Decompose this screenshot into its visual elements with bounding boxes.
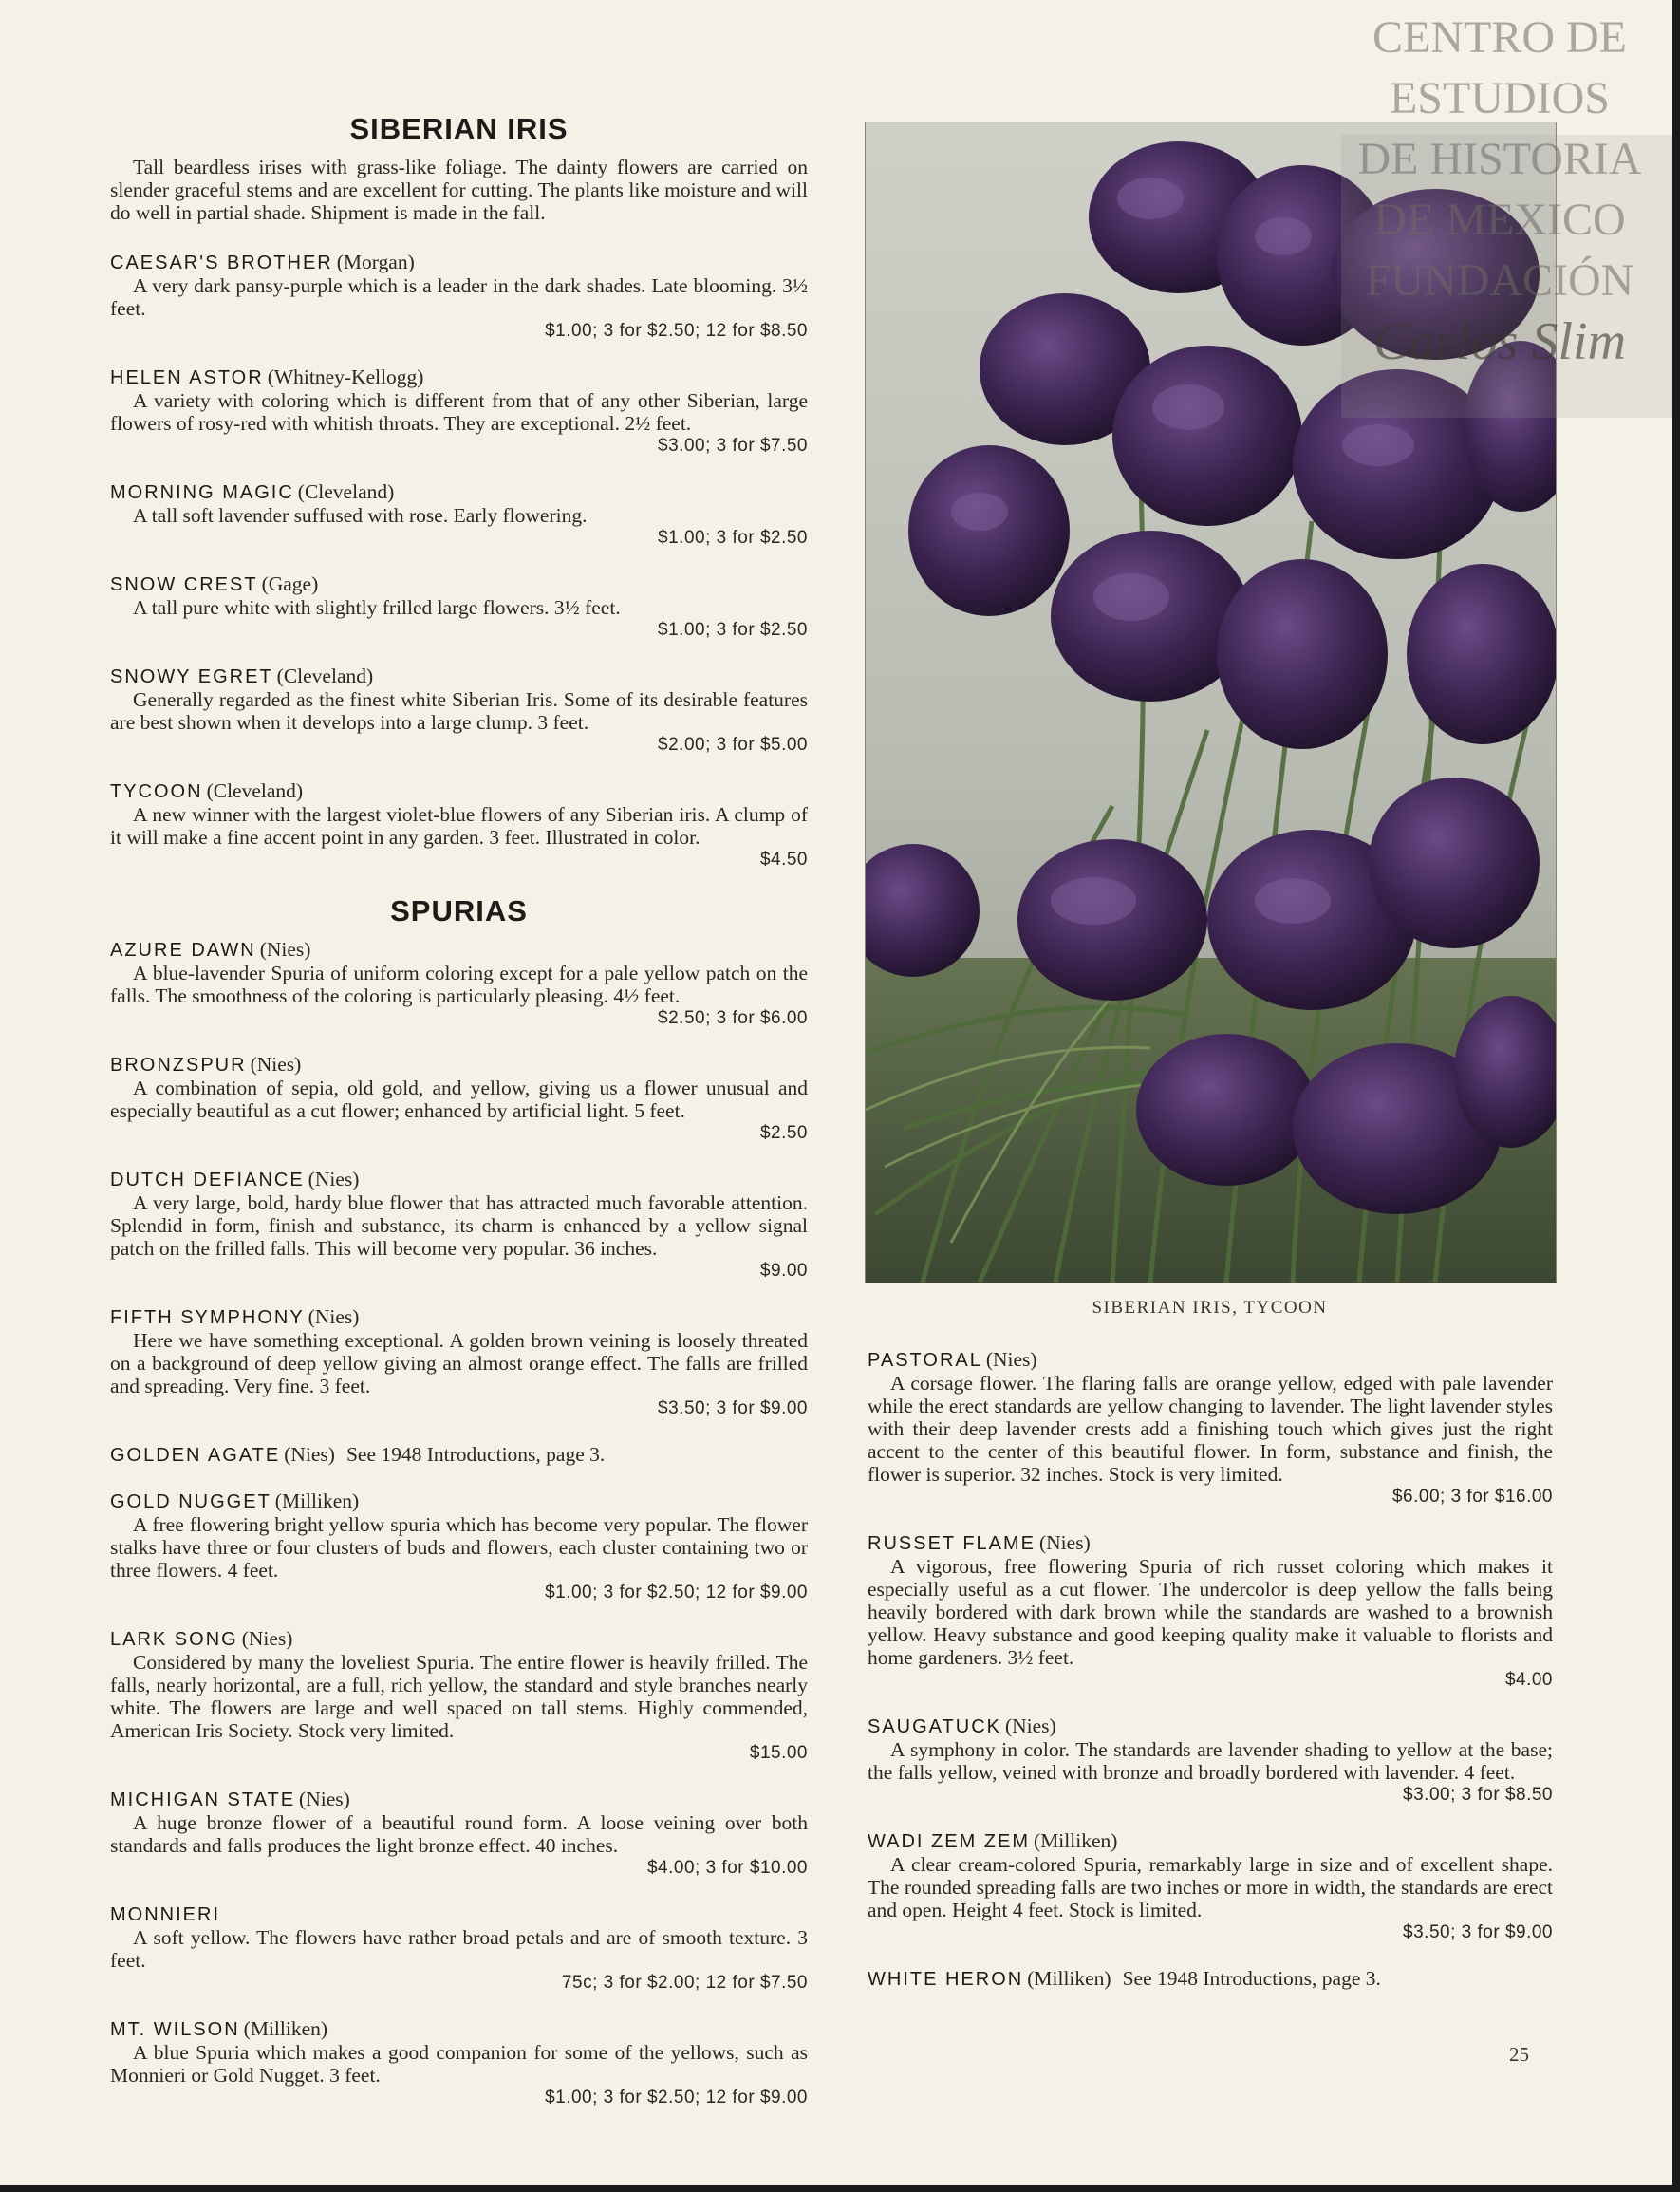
- iris-entry: [868, 1829, 1553, 1944]
- variety-description: A clear cream-colored Spuria, remarkably large in size and of excellent shape. The rounded spreading falls are two inches or more in width, the standards are erect and open. Height 4 feet. Stock is limited.: [868, 1853, 1553, 1921]
- variety-name: MORNING MAGIC: [110, 482, 294, 503]
- variety-name: FIFTH SYMPHONY: [110, 1307, 305, 1328]
- breeder-name: (Milliken): [243, 2017, 328, 2040]
- entry-heading: [110, 1168, 808, 1191]
- variety-description: A variety with coloring which is different from that of any other Siberian, large flowers of rosy-red with whitish throats. They are exceptional. 2½ feet.: [110, 389, 808, 435]
- iris-entry: [110, 2017, 808, 2109]
- entry-heading: [110, 779, 808, 803]
- variety-description: Considered by many the loveliest Spuria. The entire flower is heavily frilled. The falls, nearly horizontal, are a full, rich yellow, the standard and style branches nearly white. The flowers are large and well spaced on tall stems. Highly commended, American Iris Society. Stock very limited.: [110, 1651, 808, 1742]
- variety-description: A vigorous, free flowering Spuria of rich russet coloring which makes it especially useful as a cut flower. The undercolor is deep yellow the falls being heavily bordered with dark brown while the standards are washed to a brownish yellow. Heavy substance and good keeping quality make it valuable to florists and home gardeners. 3½ feet.: [868, 1555, 1553, 1669]
- iris-entry: [110, 1902, 808, 1995]
- iris-entry: [110, 480, 808, 550]
- variety-price: $1.00; 3 for $2.50; 12 for $9.00: [545, 1583, 808, 1602]
- spuria-list-left: [110, 938, 808, 2109]
- variety-price: $4.50: [759, 850, 808, 870]
- iris-entry: [110, 1489, 808, 1604]
- entry-heading: [868, 1967, 1553, 1991]
- variety-name: SAUGATUCK: [868, 1716, 1001, 1737]
- breeder-name: (Nies): [308, 1305, 360, 1328]
- iris-entry: [110, 572, 808, 642]
- cross-reference-note: See 1948 Introductions, page 3.: [1122, 1967, 1381, 1990]
- variety-description: A soft yellow. The flowers have rather broad petals and are of smooth texture. 3 feet.: [110, 1926, 808, 1972]
- entry-heading: [110, 1443, 808, 1467]
- variety-name: GOLD NUGGET: [110, 1491, 271, 1512]
- siberian-iris-heading: SIBERIAN IRIS: [349, 112, 569, 145]
- breeder-name: (Gage): [261, 572, 319, 595]
- entry-heading: [868, 1348, 1553, 1372]
- variety-price: $1.00; 3 for $2.50: [658, 620, 808, 640]
- iris-entry: [110, 251, 808, 343]
- variety-description: A tall soft lavender suffused with rose. Early flowering.: [133, 504, 588, 527]
- entry-heading: [110, 1902, 808, 1926]
- variety-description: A very dark pansy-purple which is a leader in the dark shades. Late blooming. 3½ feet.: [110, 274, 808, 320]
- variety-price: $4.00; 3 for $10.00: [646, 1858, 808, 1878]
- breeder-name: (Milliken): [1034, 1829, 1118, 1852]
- breeder-name: (Nies): [299, 1788, 350, 1810]
- variety-name: MONNIERI: [110, 1904, 220, 1925]
- variety-price: $2.00; 3 for $5.00: [658, 735, 808, 755]
- breeder-name: (Nies): [284, 1443, 335, 1466]
- entry-heading: [110, 938, 808, 962]
- page-number: 25: [1509, 2043, 1529, 2066]
- iris-entry: [110, 779, 808, 871]
- variety-description: A huge bronze flower of a beautiful round form. A loose veining over both standards and falls produces the light bronze effect. 40 inches.: [110, 1811, 808, 1857]
- variety-name: AZURE DAWN: [110, 940, 256, 961]
- variety-name: TYCOON: [110, 781, 203, 802]
- iris-entry: [868, 1531, 1553, 1692]
- watermark-signature: Carlos Slim: [1372, 312, 1627, 371]
- entry-heading: [110, 1053, 808, 1077]
- breeder-name: (Cleveland): [276, 665, 374, 687]
- iris-entry: [110, 938, 808, 1030]
- iris-entry: [110, 665, 808, 757]
- breeder-name: (Milliken): [274, 1489, 360, 1512]
- iris-entry: [110, 1627, 808, 1765]
- entry-heading: [110, 365, 808, 389]
- variety-name: MICHIGAN STATE: [110, 1789, 296, 1810]
- variety-description: A new winner with the largest violet-blue flowers of any Siberian iris. A clump of it will make a fine accent point in any garden. 3 feet. Illustrated in color.: [110, 803, 808, 849]
- variety-price: $3.00; 3 for $7.50: [658, 436, 808, 456]
- variety-description: A free flowering bright yellow spuria which has become very popular. The flower stalks have three or four clusters of buds and flowers, each cluster containing two or three flowers. 4 feet.: [110, 1513, 808, 1582]
- variety-name: DUTCH DEFIANCE: [110, 1170, 305, 1190]
- variety-name: LARK SONG: [110, 1629, 238, 1650]
- photo-caption: SIBERIAN IRIS, TYCOON: [1092, 1298, 1328, 1318]
- iris-entry: [868, 1714, 1553, 1807]
- iris-entry: [110, 1443, 808, 1467]
- variety-price: $1.00; 3 for $2.50; 12 for $8.50: [545, 321, 808, 341]
- entry-heading: [110, 1627, 808, 1651]
- iris-entry: [110, 1168, 808, 1283]
- variety-name: CAESAR'S BROTHER: [110, 253, 333, 273]
- variety-price: $6.00; 3 for $16.00: [1391, 1487, 1553, 1507]
- entry-heading: [110, 665, 808, 688]
- variety-name: MT. WILSON: [110, 2019, 240, 2040]
- iris-entry: [110, 1053, 808, 1145]
- variety-price: $3.50; 3 for $9.00: [658, 1398, 808, 1418]
- variety-description: A very large, bold, hardy blue flower that has attracted much favorable attention. Splendid in form, finish and substance, its charm is enhanced by a yellow signal patch on the frilled falls. This will become very popular. 36 inches.: [110, 1191, 808, 1260]
- breeder-name: (Whitney-Kellogg): [267, 365, 424, 388]
- variety-price: $4.00: [1504, 1670, 1553, 1690]
- variety-description: A blue Spuria which makes a good companion for some of the yellows, such as Monnieri or Gold Nugget. 3 feet.: [110, 2041, 808, 2087]
- variety-name: PASTORAL: [868, 1350, 982, 1371]
- breeder-name: (Nies): [1039, 1531, 1091, 1554]
- breeder-name: (Milliken): [1027, 1967, 1111, 1990]
- variety-description: A corsage flower. The flaring falls are orange yellow, edged with pale lavender while the erect standards are yellow changing to lavender. The light lavender styles with their deep lavender crests add a finishing touch which gives just the right accent to the center of this beautiful flower. In form, substance and finish, the flower is superior. 32 inches. Stock is very limited.: [868, 1372, 1553, 1486]
- watermark-line: CENTRO DE: [1372, 12, 1627, 63]
- variety-price: 75c; 3 for $2.00; 12 for $7.50: [561, 1973, 808, 1993]
- variety-name: BRONZSPUR: [110, 1055, 247, 1076]
- iris-entry: [110, 365, 808, 458]
- variety-price: $9.00: [759, 1261, 808, 1281]
- variety-name: RUSSET FLAME: [868, 1533, 1036, 1554]
- entry-heading: [110, 1788, 808, 1811]
- variety-name: GOLDEN AGATE: [110, 1445, 281, 1466]
- variety-name: SNOW CREST: [110, 574, 258, 595]
- entry-heading: [868, 1714, 1553, 1738]
- breeder-name: (Cleveland): [206, 779, 304, 802]
- spurias-heading: SPURIAS: [390, 894, 528, 927]
- variety-description: A combination of sepia, old gold, and yellow, giving us a flower unusual and especially beautiful as a cut flower; enhanced by artificial light. 5 feet.: [110, 1077, 808, 1122]
- breeder-name: (Nies): [241, 1627, 293, 1650]
- watermark-line: FUNDACIÓN: [1365, 255, 1634, 306]
- breeder-name: (Nies): [1004, 1714, 1056, 1737]
- variety-description: A tall pure white with slightly frilled large flowers. 3½ feet.: [133, 596, 621, 619]
- variety-name: WHITE HERON: [868, 1969, 1024, 1990]
- watermark-line: ESTUDIOS: [1389, 73, 1610, 123]
- variety-description: A symphony in color. The standards are lavender shading to yellow at the base; the falls yellow, veined with bronze and broadly bordered with lavender. 4 feet.: [868, 1738, 1553, 1784]
- variety-name: WADI ZEM ZEM: [868, 1831, 1031, 1852]
- right-column: [868, 1348, 1553, 2014]
- cross-reference-note: See 1948 Introductions, page 3.: [345, 1443, 606, 1466]
- archive-watermark: [1324, 8, 1672, 372]
- variety-price: $15.00: [749, 1743, 808, 1763]
- watermark-line: DE MEXICO: [1373, 195, 1626, 245]
- variety-name: HELEN ASTOR: [110, 367, 264, 388]
- breeder-name: (Nies): [250, 1053, 302, 1076]
- spuria-list-right: [868, 1348, 1553, 1991]
- variety-description: A blue-lavender Spuria of uniform coloring except for a pale yellow patch on the falls. The smoothness of the coloring is particularly pleasing. 4½ feet.: [110, 962, 808, 1007]
- variety-price: $2.50: [759, 1123, 808, 1143]
- variety-name: SNOWY EGRET: [110, 666, 273, 687]
- entry-heading: [110, 480, 808, 504]
- breeder-name: (Cleveland): [297, 480, 395, 503]
- entry-heading: [110, 2017, 808, 2041]
- variety-price: $1.00; 3 for $2.50; 12 for $9.00: [545, 2088, 808, 2108]
- iris-entry: [110, 1305, 808, 1420]
- entry-heading: [110, 251, 808, 274]
- iris-entry: [110, 1788, 808, 1880]
- variety-price: $1.00; 3 for $2.50: [658, 528, 808, 548]
- siberian-list: [110, 251, 808, 871]
- breeder-name: (Nies): [259, 938, 311, 961]
- watermark-line: DE HISTORIA: [1357, 134, 1642, 184]
- left-column: [110, 112, 808, 2132]
- variety-description: Generally regarded as the finest white Siberian Iris. Some of its desirable features are best shown when it develops into a large clump. 3 feet.: [110, 688, 808, 734]
- variety-description: Here we have something exceptional. A golden brown veining is loosely threated on a background of deep yellow giving an almost orange effect. The falls are frilled and spreading. Very fine. 3 feet.: [110, 1329, 808, 1397]
- entry-heading: [110, 1489, 808, 1513]
- iris-entry: [868, 1348, 1553, 1508]
- variety-price: $3.50; 3 for $9.00: [1403, 1922, 1553, 1942]
- entry-heading: [868, 1531, 1553, 1555]
- siberian-intro: Tall beardless irises with grass-like foliage. The dainty flowers are carried on slender graceful stems and are excellent for cutting. The plants like moisture and will do well in partial shade. Shipment is made in the fall.: [110, 156, 808, 224]
- variety-price: $3.00; 3 for $8.50: [1403, 1785, 1553, 1805]
- iris-entry: [868, 1967, 1553, 1991]
- entry-heading: [110, 572, 808, 596]
- breeder-name: (Morgan): [336, 251, 415, 273]
- entry-heading: [110, 1305, 808, 1329]
- breeder-name: (Nies): [985, 1348, 1037, 1371]
- entry-heading: [868, 1829, 1553, 1853]
- breeder-name: (Nies): [308, 1168, 360, 1190]
- variety-price: $2.50; 3 for $6.00: [658, 1008, 808, 1028]
